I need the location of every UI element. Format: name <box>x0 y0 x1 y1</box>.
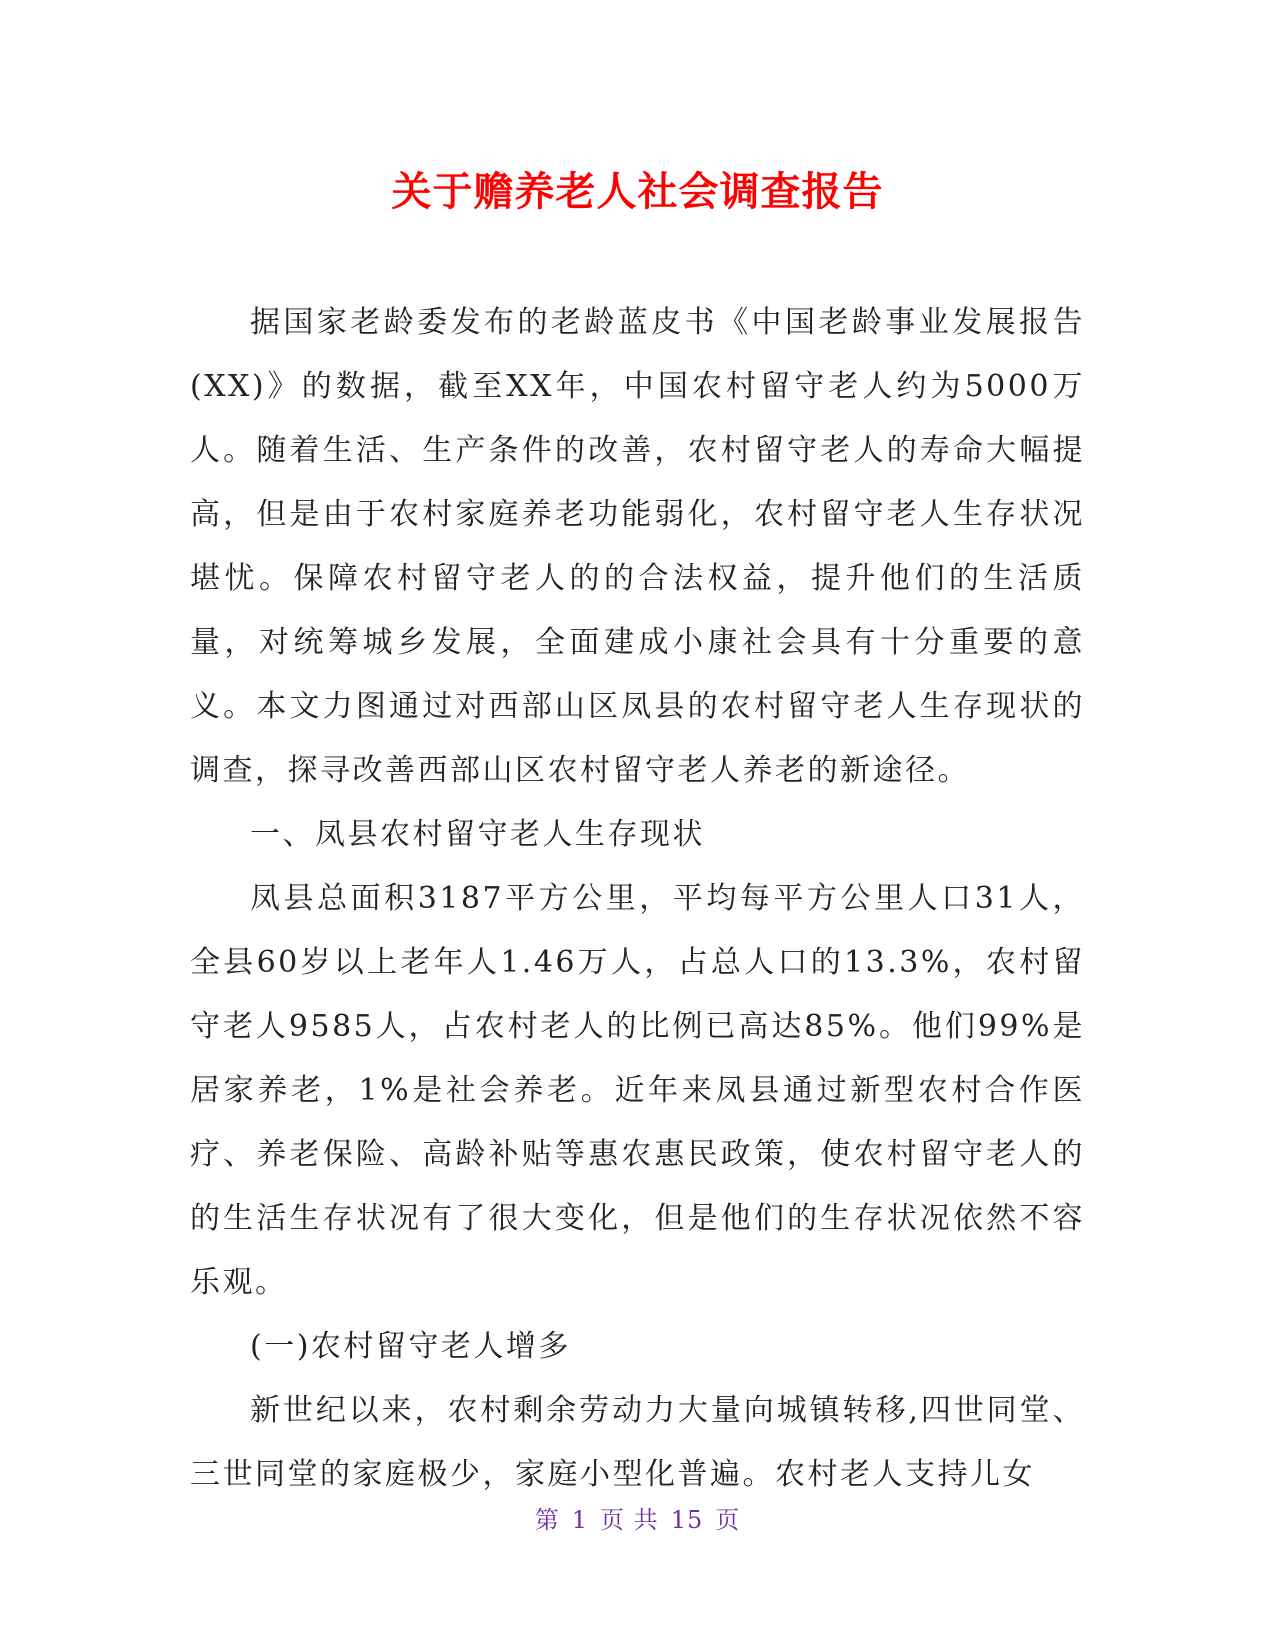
footer-prefix: 第 <box>534 1506 560 1534</box>
paragraph-status: 凤县总面积3187平方公里，平均每平方公里人口31人，全县60岁以上老年人1.46万人，占总人口的13.3%，农村留守老人9585人，占农村老人的比例已高达85%。他们99%是居家养老，1%是社会养老。近年来凤县通过新型农村合作医疗、养老保险、高龄补贴等惠农惠民政策，使农村留守老人的的生活生存状况有了很大变化，但是他们的生存状况依然不容乐观。 <box>190 881 1085 1300</box>
document-body <box>190 291 1085 1507</box>
footer-mid: 页 共 <box>600 1506 659 1534</box>
footer-total-pages: 15 <box>670 1506 704 1534</box>
page-number-footer <box>0 1500 1275 1535</box>
footer-current-page: 1 <box>571 1506 589 1534</box>
footer-suffix: 页 <box>715 1506 741 1534</box>
paragraph-intro: 据国家老龄委发布的老龄蓝皮书《中国老龄事业发展报告(XX)》的数据，截至XX年，中国农村留守老人约为5000万人。随着生活、生产条件的改善，农村留守老人的寿命大幅提高，但是由于农村家庭养老功能弱化，农村留守老人生存状况堪忧。保障农村留守老人的的合法权益，提升他们的生活质量，对统筹城乡发展，全面建成小康社会具有十分重要的意义。本文力图通过对西部山区凤县的农村留守老人生存现状的调查，探寻改善西部山区农村留守老人养老的新途径。 <box>190 305 1085 788</box>
section-heading-1: 一、凤县农村留守老人生存现状 <box>250 817 705 852</box>
document-title: 关于赡养老人社会调查报告 <box>391 169 884 215</box>
paragraph-increase: 新世纪以来，农村剩余劳动力大量向城镇转移,四世同堂、三世同堂的家庭极少，家庭小型化普遍。农村老人支持儿女 <box>190 1393 1085 1492</box>
subsection-heading-1: (一)农村留守老人增多 <box>250 1329 571 1364</box>
